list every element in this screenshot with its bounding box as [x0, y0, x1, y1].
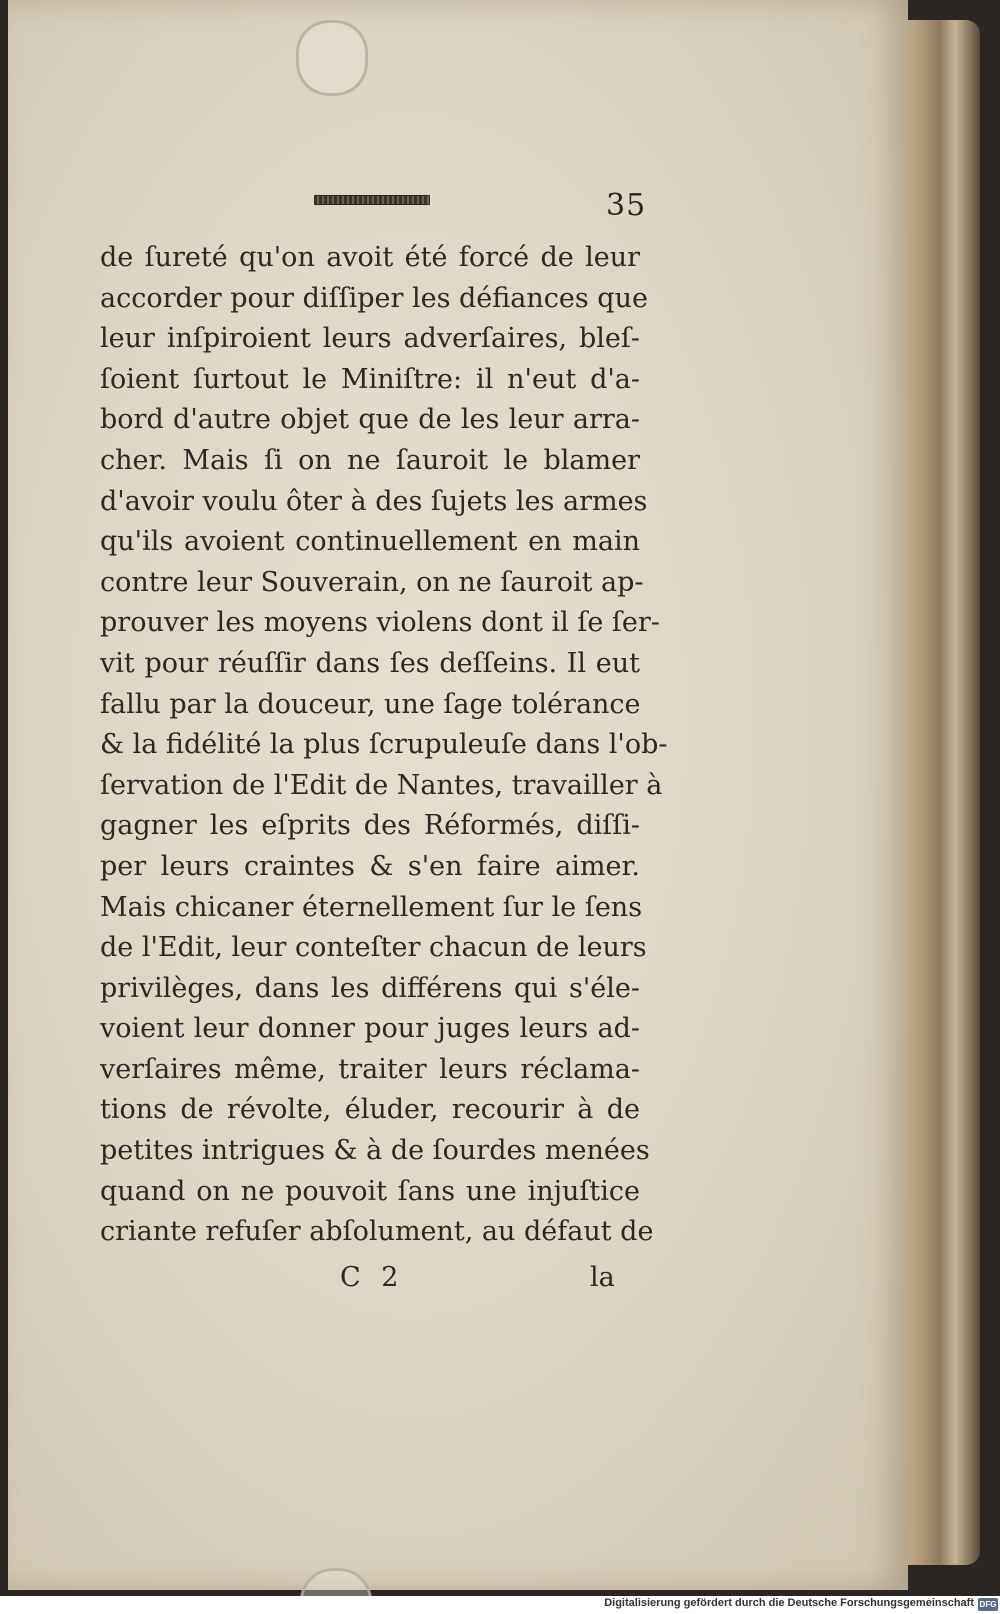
text-line: Mais chicaner éternellement ſur le ſens	[100, 891, 643, 923]
footer-bar	[0, 1596, 1000, 1614]
book-page	[8, 0, 908, 1590]
catchword: la	[590, 1262, 615, 1293]
text-line: privilèges, dans les différens qui s'éle-	[100, 972, 640, 1004]
text-line: quand on ne pouvoit ſans une injuſtice	[100, 1175, 640, 1207]
text-line: vit pour réuſſir dans ſes deſſeins. Il eut	[100, 647, 640, 679]
text-line: voient leur donner pour juges leurs ad-	[100, 1013, 640, 1045]
text-line: criante refuſer abſolument, au défaut de	[100, 1216, 654, 1248]
text-line: accorder pour diſſiper les défiances que	[100, 282, 648, 314]
text-line: ſoient ſurtout le Miniſtre: il n'eut d'a-	[100, 363, 640, 395]
funding-credit: Digitalisierung gefördert durch die Deutsche Forschungsgemeinschaft	[604, 1597, 974, 1609]
text-line: petites intrigues & à de ſourdes menées	[100, 1135, 650, 1167]
text-line: bord d'autre objet que de les leur arra-	[100, 404, 640, 436]
text-line: gagner les eſprits des Réformés, diſſi-	[100, 810, 640, 842]
text-line: cher. Mais ſi on ne ſauroit le blamer	[100, 444, 640, 476]
text-line: leur inſpiroient leurs adverſaires, bleſ-	[100, 323, 640, 355]
text-line: verſaires même, traiter leurs réclama-	[100, 1053, 640, 1085]
text-line: & la fidélité la plus ſcrupuleuſe dans l'ob-	[100, 729, 668, 761]
text-line: fallu par la douceur, une ſage tolérance	[100, 688, 641, 720]
text-line: prouver les moyens violens dont il ſe ſer-	[100, 607, 660, 639]
text-line: qu'ils avoient continuellement en main	[100, 526, 640, 558]
text-line: contre leur Souverain, on ne ſauroit ap-	[100, 566, 644, 598]
text-line: de ſureté qu'on avoit été forcé de leur	[100, 242, 640, 273]
body-text	[100, 238, 668, 1253]
text-line: de l'Edit, leur conteſter chacun de leurs	[100, 932, 647, 964]
text-line: d'avoir voulu ôter à des ſujets les armes	[100, 485, 648, 517]
header-ornament	[314, 195, 430, 205]
page-number: 35	[606, 188, 647, 223]
text-line: per leurs craintes & s'en faire aimer.	[100, 850, 640, 882]
dfg-logo-icon: DFG	[979, 1600, 997, 1609]
text-line: ſervation de l'Edit de Nantes, travailler à	[100, 769, 663, 801]
text-line: tions de révolte, éluder, recourir à de	[100, 1094, 640, 1126]
signature-mark: C 2	[340, 1262, 405, 1293]
top-clip-icon	[296, 20, 368, 96]
